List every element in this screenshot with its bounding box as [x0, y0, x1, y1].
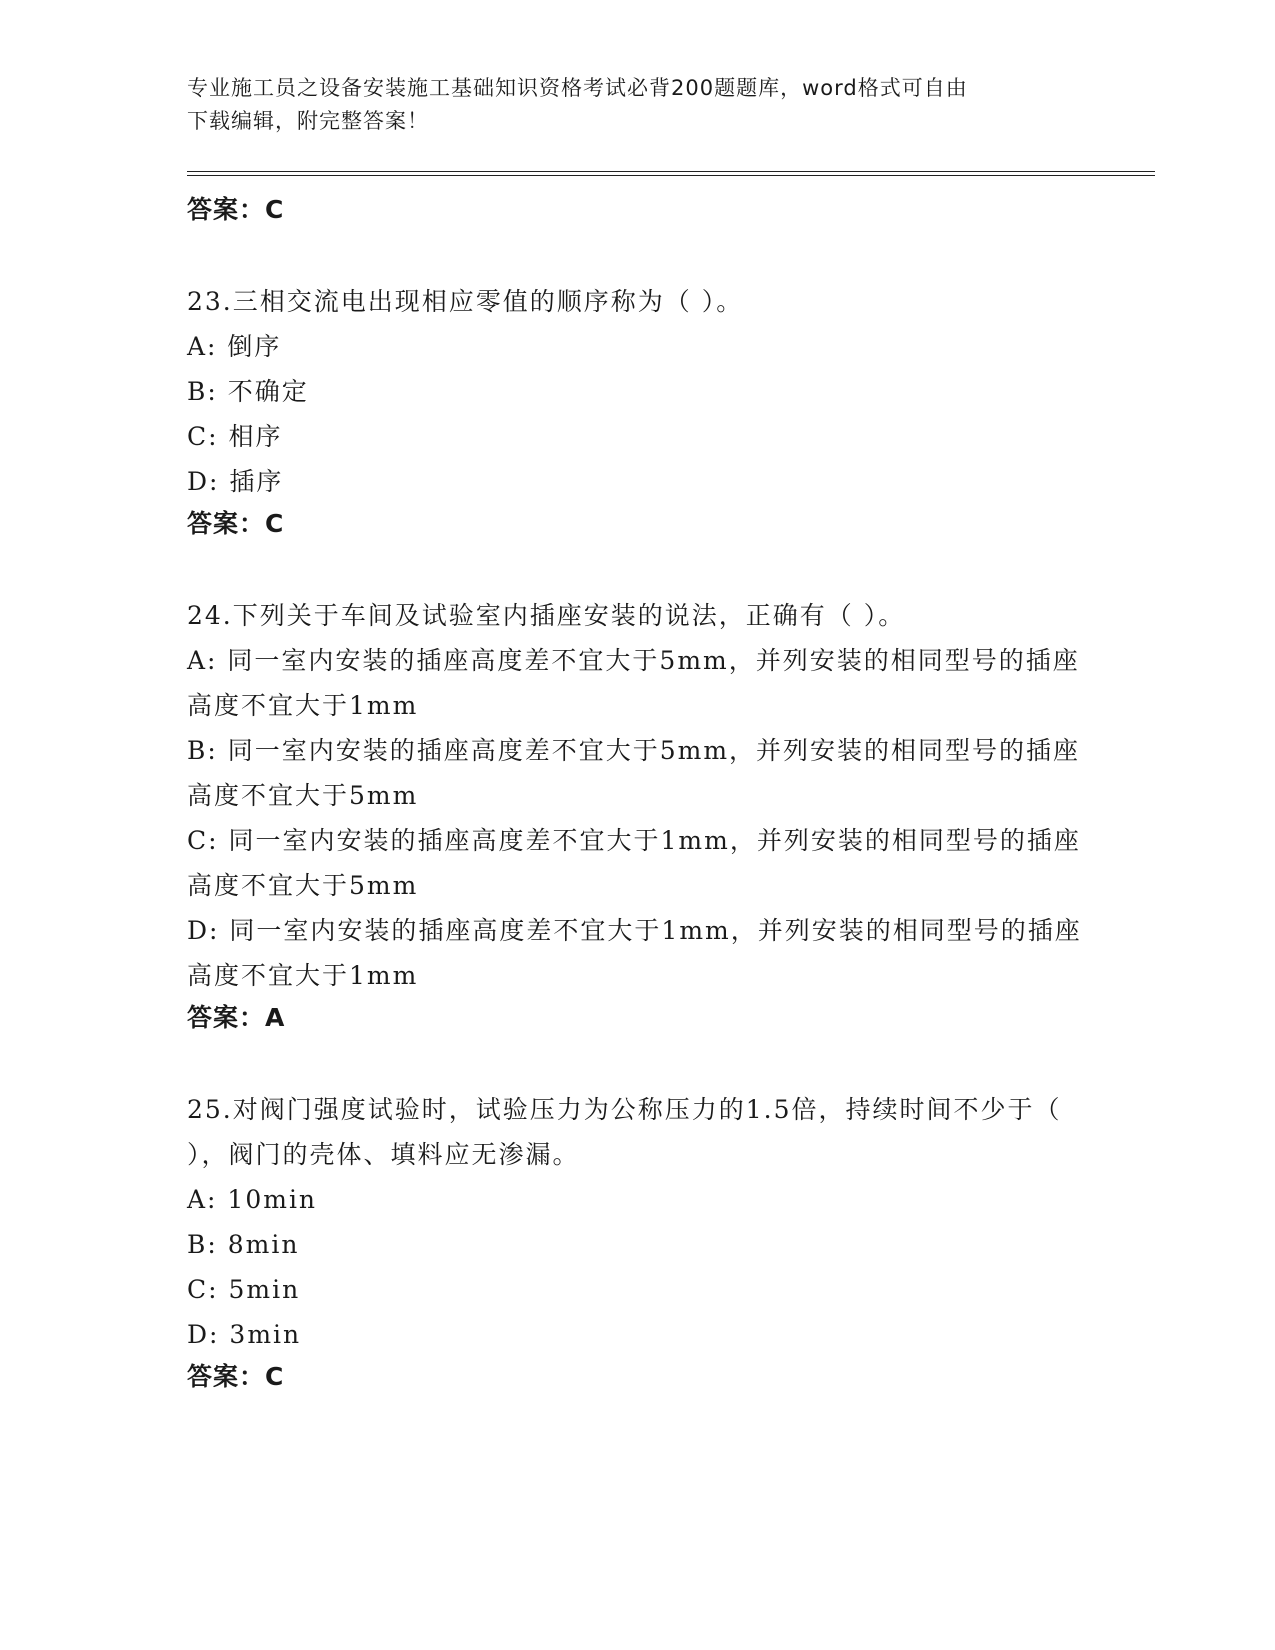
option-a: A: 10min — [187, 1185, 318, 1214]
answer: 答案：C — [187, 1362, 285, 1391]
previous-answer: 答案：C — [187, 195, 285, 224]
option-b: B: 8min — [187, 1230, 300, 1259]
option-d: D: 同一室内安装的插座高度差不宜大于1mm，并列安装的相同型号的插座高度不宜大于1mm — [187, 916, 1082, 990]
header-title-line-1: 专业施工员之设备安装施工基础知识资格考试必背200题题库，word格式可自由 — [187, 76, 968, 100]
option-a: A: 同一室内安装的插座高度差不宜大于5mm，并列安装的相同型号的插座高度不宜大于1mm — [187, 646, 1080, 720]
option-a: A: 倒序 — [187, 332, 282, 361]
option-b: B: 不确定 — [187, 377, 309, 406]
header-divider-top — [187, 171, 1155, 172]
option-c: C: 相序 — [187, 422, 283, 451]
question-text: 25.对阀门强度试验时，试验压力为公称压力的1.5倍，持续时间不少于（ ），阀门的壳体、填料应无渗漏。 — [187, 1095, 1062, 1169]
question-23 — [187, 279, 1087, 544]
option-d: D: 3min — [187, 1320, 302, 1349]
answer: 答案：A — [187, 1003, 286, 1032]
question-24 — [187, 593, 1087, 1038]
option-d: D: 插序 — [187, 467, 284, 496]
header-divider-bottom — [187, 175, 1155, 176]
document-body — [187, 190, 1087, 1397]
document-header — [187, 72, 1067, 138]
question-text: 23.三相交流电出现相应零值的顺序称为（ ）。 — [187, 287, 744, 316]
header-title-line-2: 下载编辑，附完整答案！ — [187, 109, 429, 133]
option-c: C: 5min — [187, 1275, 301, 1304]
question-25 — [187, 1087, 1087, 1397]
answer: 答案：C — [187, 509, 285, 538]
option-b: B: 同一室内安装的插座高度差不宜大于5mm，并列安装的相同型号的插座高度不宜大于5mm — [187, 736, 1081, 810]
question-text: 24.下列关于车间及试验室内插座安装的说法，正确有（ ）。 — [187, 601, 906, 630]
option-c: C: 同一室内安装的插座高度差不宜大于1mm，并列安装的相同型号的插座高度不宜大于5mm — [187, 826, 1081, 900]
